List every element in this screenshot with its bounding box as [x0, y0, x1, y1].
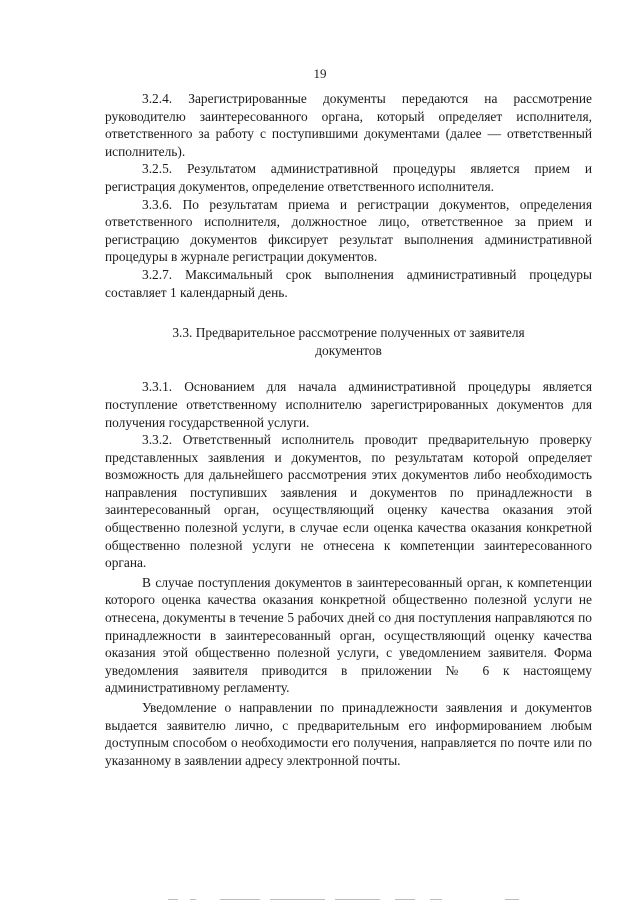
- paragraph-3-3-1: 3.3.1. Основанием для начала административной процедуры является поступление ответственному исполнителю зарегистрированных документов для получения государственной услуги.: [105, 379, 592, 430]
- paragraph-notification-delivery: Уведомление о направлении по принадлежности заявления и документов выдается заявителю лично, с предварительным его информированием любым доступным способом о необходимости его получения, направляется по почте или по указанному в заявлении адресу электронной почты.: [105, 700, 592, 768]
- section-heading-line-2: документов: [315, 342, 382, 358]
- paragraph-3-2-7: 3.2.7. Максимальный срок выполнения административный процедуры составляет 1 календарный день.: [105, 266, 592, 300]
- paragraph-3-3-2: 3.3.2. Ответственный исполнитель проводит предварительную проверку представленных заявления и документов, по результатам которой определяет возможность для дальнейшего рассмотрения этих документов либо необходимость направления поступивших заявления и документов по принадлежности в заинтересованный орган, осуществляющий оценку качества оказания этой общественно полезной услуги, в случае если оценка качества оказания конкретной общественно полезной услуги не отнесена к компетенции заинтересованного органа.: [105, 432, 592, 571]
- paragraph-3-2-5: 3.2.5. Результатом административной процедуры является прием и регистрация документов, определение ответственного исполнителя.: [105, 161, 592, 194]
- section-heading-3-3: [105, 324, 592, 359]
- page-number: 19: [313, 66, 327, 81]
- paragraph-3-3-6: 3.3.6. По результатам приема и регистрации документов, определения ответственного исполнителя, должностное лицо, ответственное за прием и регистрацию документов фиксирует результат выполнения административной процедуры в журнале регистрации документов.: [105, 196, 592, 265]
- document-body: [105, 90, 592, 769]
- paragraph-3-2-4: 3.2.4. Зарегистрированные документы передаются на рассмотрение руководителю заинтересованного органа, который определяет исполнителя, ответственного за работу с поступившими документами (далее — ответственный исполнитель).: [105, 91, 592, 159]
- scan-bottom-edge: [0, 895, 640, 903]
- section-heading-line-1: 3.3. Предварительное рассмотрение полученных от заявителя: [172, 325, 525, 341]
- paragraph-redirect-case: В случае поступления документов в заинтересованный орган, к компетенции которого оценка качества оказания конкретной общественно полезной услуги не отнесена, документы в течение 5 рабочих дней со дня поступления направляются по принадлежности в заинтересованный орган, осуществляющий оценку качества оказания этой общественно полезной услуги, с уведомлением заявителя. Форма уведомления заявителя приводится в приложении № 6 к настоящему административному регламенту.: [105, 574, 592, 696]
